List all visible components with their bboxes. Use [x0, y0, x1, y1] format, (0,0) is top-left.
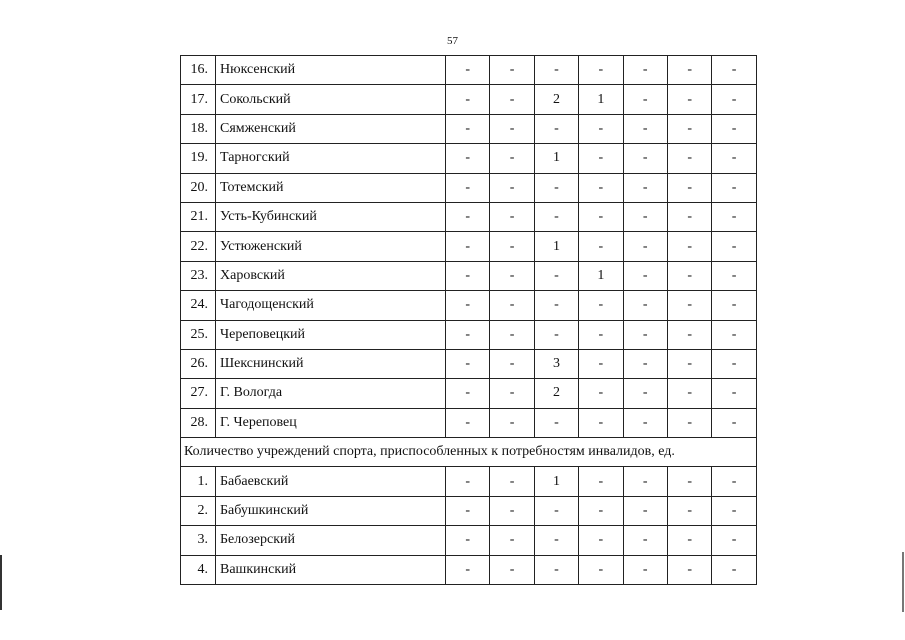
value-cell: - [667, 291, 711, 320]
district-name: Тотемский [216, 173, 446, 202]
district-name: Белозерский [216, 526, 446, 555]
value-cell: - [667, 555, 711, 584]
section-row-group [181, 438, 757, 467]
value-cell: - [667, 526, 711, 555]
value-cell: - [579, 173, 623, 202]
district-name: Сокольский [216, 85, 446, 114]
value-cell: 1 [579, 85, 623, 114]
value-cell: - [490, 555, 534, 584]
value-cell: - [490, 379, 534, 408]
table-row [181, 232, 757, 261]
value-cell: - [712, 496, 756, 525]
table-row [181, 467, 757, 496]
value-cell: - [534, 526, 578, 555]
section-title: Количество учреждений спорта, приспособленных к потребностям инвалидов, ед. [181, 438, 757, 467]
table-row [181, 144, 757, 173]
row-number: 1. [181, 467, 216, 496]
row-number: 26. [181, 349, 216, 378]
value-cell: - [534, 202, 578, 231]
value-cell: - [534, 320, 578, 349]
value-cell: - [712, 56, 756, 85]
value-cell: - [623, 114, 667, 143]
row-number: 16. [181, 56, 216, 85]
value-cell: - [712, 349, 756, 378]
value-cell: - [712, 173, 756, 202]
table-row [181, 114, 757, 143]
district-name: Г. Череповец [216, 408, 446, 437]
value-cell: - [623, 144, 667, 173]
value-cell: - [623, 496, 667, 525]
value-cell: - [667, 232, 711, 261]
district-name: Чагодощенский [216, 291, 446, 320]
row-number: 22. [181, 232, 216, 261]
row-number: 28. [181, 408, 216, 437]
table-row [181, 56, 757, 85]
value-cell: - [446, 526, 490, 555]
value-cell: - [579, 555, 623, 584]
value-cell: - [579, 56, 623, 85]
district-name: Нюксенский [216, 56, 446, 85]
district-name: Бабаевский [216, 467, 446, 496]
value-cell: - [623, 291, 667, 320]
value-cell: - [490, 467, 534, 496]
row-number: 18. [181, 114, 216, 143]
value-cell: 1 [534, 467, 578, 496]
row-number: 19. [181, 144, 216, 173]
value-cell: - [446, 173, 490, 202]
value-cell: - [667, 349, 711, 378]
row-number: 23. [181, 261, 216, 290]
value-cell: - [446, 320, 490, 349]
value-cell: - [534, 261, 578, 290]
value-cell: - [667, 202, 711, 231]
value-cell: - [534, 496, 578, 525]
value-cell: - [490, 496, 534, 525]
row-number: 21. [181, 202, 216, 231]
value-cell: - [623, 232, 667, 261]
table-row [181, 173, 757, 202]
value-cell: - [712, 408, 756, 437]
value-cell: - [490, 56, 534, 85]
value-cell: - [490, 114, 534, 143]
table-row [181, 555, 757, 584]
value-cell: - [623, 467, 667, 496]
value-cell: - [579, 320, 623, 349]
value-cell: - [446, 56, 490, 85]
district-name: Бабушкинский [216, 496, 446, 525]
value-cell: - [667, 261, 711, 290]
row-number: 2. [181, 496, 216, 525]
district-name: Череповецкий [216, 320, 446, 349]
value-cell: - [579, 467, 623, 496]
value-cell: - [579, 408, 623, 437]
value-cell: - [446, 555, 490, 584]
value-cell: - [712, 526, 756, 555]
table-row [181, 349, 757, 378]
value-cell: - [623, 379, 667, 408]
value-cell: - [623, 555, 667, 584]
district-name: Шекснинский [216, 349, 446, 378]
value-cell: - [446, 114, 490, 143]
page-number: 57 [447, 35, 458, 47]
value-cell: - [579, 526, 623, 555]
value-cell: - [446, 496, 490, 525]
value-cell: - [490, 291, 534, 320]
value-cell: - [534, 173, 578, 202]
data-table [180, 55, 757, 585]
value-cell: - [712, 379, 756, 408]
value-cell: - [623, 349, 667, 378]
table-row [181, 85, 757, 114]
table-row [181, 320, 757, 349]
value-cell: - [446, 232, 490, 261]
district-name: Г. Вологда [216, 379, 446, 408]
value-cell: 2 [534, 85, 578, 114]
value-cell: - [623, 320, 667, 349]
value-cell: - [712, 232, 756, 261]
value-cell: - [490, 202, 534, 231]
row-number: 3. [181, 526, 216, 555]
value-cell: - [490, 526, 534, 555]
value-cell: - [446, 202, 490, 231]
value-cell: - [667, 320, 711, 349]
value-cell: 1 [579, 261, 623, 290]
value-cell: - [712, 85, 756, 114]
value-cell: - [579, 202, 623, 231]
district-name: Вашкинский [216, 555, 446, 584]
value-cell: 1 [534, 144, 578, 173]
value-cell: - [534, 56, 578, 85]
table-row [181, 379, 757, 408]
district-name: Харовский [216, 261, 446, 290]
value-cell: - [579, 114, 623, 143]
table-body-top [181, 56, 757, 438]
district-name: Тарногский [216, 144, 446, 173]
value-cell: - [490, 261, 534, 290]
scan-edge-mark [902, 552, 904, 612]
value-cell: - [667, 144, 711, 173]
row-number: 20. [181, 173, 216, 202]
value-cell: - [490, 320, 534, 349]
value-cell: - [534, 408, 578, 437]
value-cell: - [712, 114, 756, 143]
row-number: 17. [181, 85, 216, 114]
table-row [181, 526, 757, 555]
value-cell: - [579, 379, 623, 408]
value-cell: - [490, 173, 534, 202]
table-row [181, 261, 757, 290]
value-cell: - [623, 85, 667, 114]
value-cell: 3 [534, 349, 578, 378]
row-number: 4. [181, 555, 216, 584]
value-cell: - [579, 144, 623, 173]
table-row [181, 496, 757, 525]
value-cell: - [623, 526, 667, 555]
district-name: Сямженский [216, 114, 446, 143]
district-name: Усть-Кубинский [216, 202, 446, 231]
value-cell: - [712, 555, 756, 584]
scan-edge-mark [0, 555, 2, 610]
value-cell: - [579, 232, 623, 261]
value-cell: - [623, 56, 667, 85]
value-cell: - [712, 261, 756, 290]
value-cell: - [712, 144, 756, 173]
row-number: 25. [181, 320, 216, 349]
value-cell: - [667, 408, 711, 437]
value-cell: - [623, 202, 667, 231]
value-cell: - [667, 496, 711, 525]
value-cell: - [534, 555, 578, 584]
row-number: 24. [181, 291, 216, 320]
value-cell: 2 [534, 379, 578, 408]
value-cell: - [712, 467, 756, 496]
value-cell: - [446, 291, 490, 320]
value-cell: - [623, 408, 667, 437]
value-cell: - [446, 144, 490, 173]
value-cell: - [712, 202, 756, 231]
value-cell: - [667, 379, 711, 408]
value-cell: - [712, 291, 756, 320]
value-cell: - [446, 85, 490, 114]
value-cell: - [446, 408, 490, 437]
value-cell: - [490, 85, 534, 114]
value-cell: - [712, 320, 756, 349]
value-cell: - [623, 173, 667, 202]
value-cell: - [534, 114, 578, 143]
section-row [181, 438, 757, 467]
value-cell: - [623, 261, 667, 290]
value-cell: 1 [534, 232, 578, 261]
value-cell: - [534, 291, 578, 320]
value-cell: - [667, 85, 711, 114]
value-cell: - [579, 291, 623, 320]
table-body-bottom [181, 467, 757, 585]
district-name: Устюженский [216, 232, 446, 261]
value-cell: - [579, 349, 623, 378]
table-row [181, 291, 757, 320]
value-cell: - [446, 349, 490, 378]
value-cell: - [490, 349, 534, 378]
value-cell: - [667, 173, 711, 202]
value-cell: - [490, 232, 534, 261]
value-cell: - [667, 56, 711, 85]
value-cell: - [446, 467, 490, 496]
row-number: 27. [181, 379, 216, 408]
table-row [181, 202, 757, 231]
value-cell: - [446, 261, 490, 290]
value-cell: - [490, 144, 534, 173]
value-cell: - [579, 496, 623, 525]
value-cell: - [667, 467, 711, 496]
table-row [181, 408, 757, 437]
value-cell: - [490, 408, 534, 437]
value-cell: - [667, 114, 711, 143]
value-cell: - [446, 379, 490, 408]
